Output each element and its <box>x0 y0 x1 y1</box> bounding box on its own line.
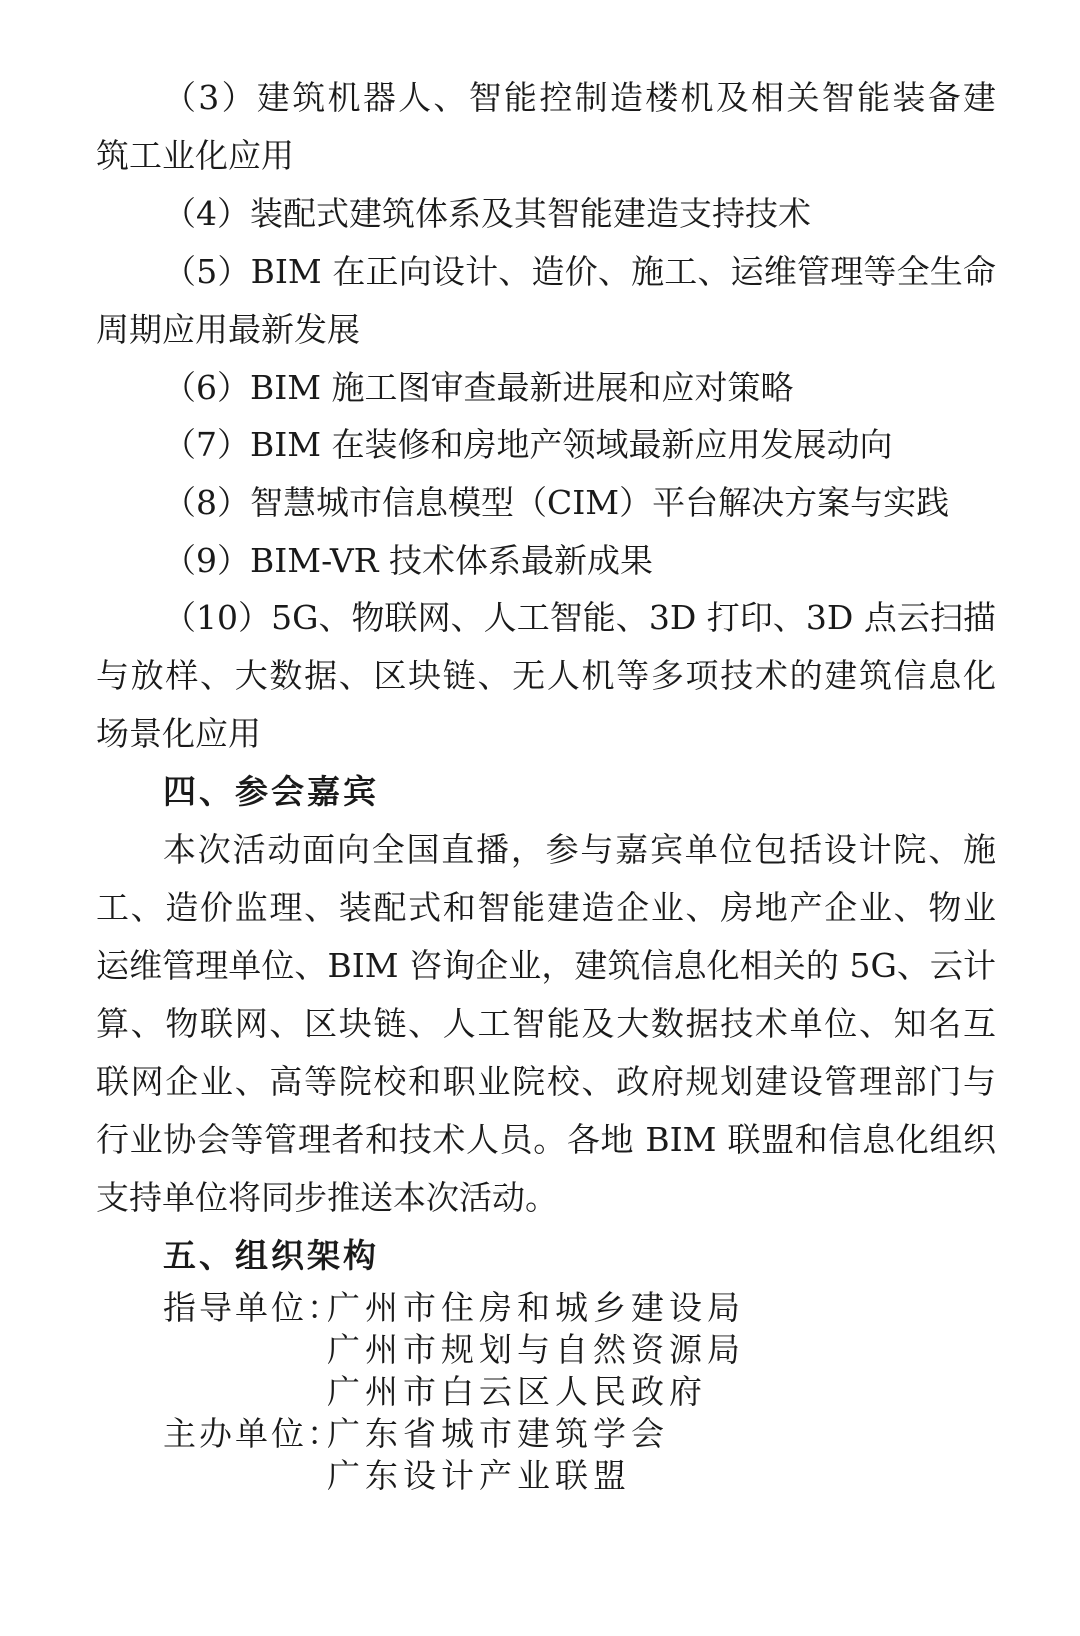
guide-unit-3: 广州市白云区人民政府 <box>327 1372 707 1411</box>
item-8-line-1: （8）智慧城市信息模型（CIM）平台解决方案与实践 <box>163 483 950 522</box>
guide-unit-1: 广州市住房和城乡建设局 <box>327 1288 745 1327</box>
item-3-line-2: 筑工业化应用 <box>96 136 294 175</box>
item-5-line-2: 周期应用最新发展 <box>96 310 360 349</box>
item-3-line-1: （3）建筑机器人、智能控制造楼机及相关智能装备建 <box>163 78 996 117</box>
item-4-line-1: （4）装配式建筑体系及其智能建造支持技术 <box>163 194 811 233</box>
section-4-para-line-4: 算、物联网、区块链、人工智能及大数据技术单位、知名互 <box>96 1004 996 1043</box>
section-4-heading: 四、参会嘉宾 <box>163 772 379 811</box>
host-unit-2: 广东设计产业联盟 <box>327 1456 631 1495</box>
section-4-para-line-3: 运维管理单位、BIM 咨询企业，建筑信息化相关的 5G、云计 <box>96 946 996 985</box>
item-5-line-1: （5）BIM 在正向设计、造价、施工、运维管理等全生命 <box>163 252 996 291</box>
item-7-line-1: （7）BIM 在装修和房地产领域最新应用发展动向 <box>163 425 893 464</box>
host-units-label: 主办单位： <box>163 1414 343 1453</box>
item-6-line-1: （6）BIM 施工图审查最新进展和应对策略 <box>163 368 794 407</box>
section-4-para-line-5: 联网企业、高等院校和职业院校、政府规划建设管理部门与 <box>96 1062 996 1101</box>
item-10-line-3: 场景化应用 <box>96 714 261 753</box>
guide-unit-2: 广州市规划与自然资源局 <box>327 1330 745 1369</box>
host-unit-1: 广东省城市建筑学会 <box>327 1414 669 1453</box>
item-10-line-1: （10）5G、物联网、人工智能、3D 打印、3D 点云扫描 <box>163 598 996 637</box>
section-4-para-line-6: 行业协会等管理者和技术人员。各地 BIM 联盟和信息化组织 <box>96 1120 996 1159</box>
section-4-para-line-2: 工、造价监理、装配式和智能建造企业、房地产企业、物业 <box>96 888 996 927</box>
section-4-para-line-7: 支持单位将同步推送本次活动。 <box>96 1178 558 1217</box>
section-4-para-line-1: 本次活动面向全国直播，参与嘉宾单位包括设计院、施 <box>163 830 996 869</box>
section-5-heading: 五、组织架构 <box>163 1236 379 1275</box>
guide-units-label: 指导单位： <box>163 1288 343 1327</box>
item-9-line-1: （9）BIM-VR 技术体系最新成果 <box>163 541 653 580</box>
item-10-line-2: 与放样、大数据、区块链、无人机等多项技术的建筑信息化 <box>96 656 996 695</box>
